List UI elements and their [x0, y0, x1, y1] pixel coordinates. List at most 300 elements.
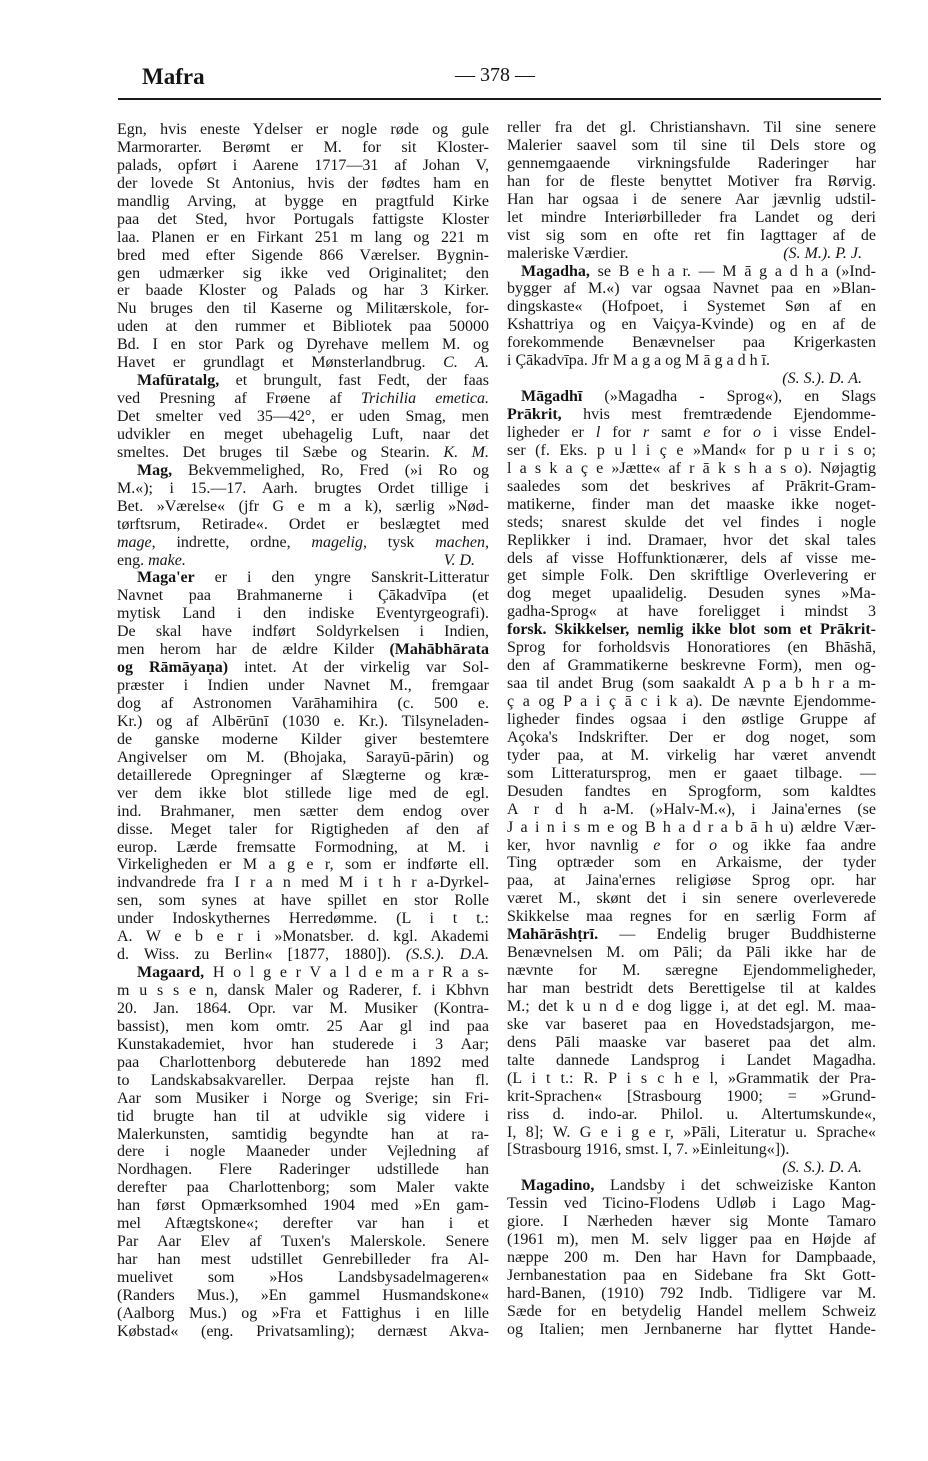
text-run: M.«); i 15.—17. Aarh. brugtes Ordet tillige i — [117, 479, 489, 497]
text-run: tid brugte han til at udvikle sig videre i — [117, 1107, 489, 1125]
text-run: har man bestridt dets Berettigelse til at kaldes — [507, 980, 876, 997]
text-run: mytisk Land i den indiske Eventyrgeografi). — [117, 605, 489, 623]
text-line — [507, 1141, 876, 1159]
text-run: , indrette, ordne, — [151, 533, 312, 551]
text-line — [117, 982, 489, 1000]
text-line — [507, 1249, 876, 1267]
text-run: Købstad« (eng. Privatsamling); dernæst Akva- — [117, 1322, 489, 1340]
text-line — [117, 1000, 489, 1018]
text-run: samt — [649, 423, 704, 441]
text-run: Egn, hvis eneste Ydelser er nogle røde og gule — [117, 121, 489, 138]
entry-first-line — [117, 964, 489, 982]
text-run: gen udmærker sig ikke ved Originalitet; den — [117, 264, 489, 282]
left-column — [117, 121, 489, 1341]
text-run: paa det Sted, hvor Portugals fattigste Kloster — [117, 210, 489, 228]
text-line — [507, 621, 876, 639]
author-signature: (S. S.). D. A. — [782, 1159, 862, 1177]
text-run: Replikker i ind. Dramaer, hvor det skal tales — [507, 531, 876, 549]
bold-text: forsk. Skikkelser, nemlig ikke blot som et Prākrit- — [507, 621, 876, 639]
text-line — [117, 659, 489, 677]
text-run: (L i t t.: R. P i s c h e l, »Grammatik der Pra- — [507, 1069, 876, 1087]
text-run: Sprog for forholdsvis Honoratiores (en Bhāshā, — [507, 639, 876, 657]
text-line — [117, 229, 489, 247]
text-run: De skal have indført Soldyrkelsen i Indien, — [117, 623, 489, 641]
text-run: Kr.) og af Albērūnī (1030 e. Kr.). Tilsyneladen- — [117, 712, 489, 730]
text-run: Nu bruges den til Kaserne og Militærskole, for- — [117, 300, 489, 318]
text-run: ver dem ikke blot stillede lige med de egl. — [117, 784, 489, 802]
entry-first-line — [507, 1177, 876, 1195]
text-run: detaillerede Opregninger af Slægterne og kræ- — [117, 766, 489, 784]
text-run: saa til andet Brug (som saakaldt A p a b h r a m- — [507, 675, 876, 693]
text-line — [507, 998, 876, 1016]
text-run: Kunstakademiet, hvor han studerede i 3 Aar; — [117, 1035, 489, 1053]
text-run: Benævnelsen M. om Pāli; da Pāli ikke har de — [507, 944, 876, 962]
italic-text: r — [642, 423, 650, 441]
text-run: dog meget upaalidelig. Desuden synes »Ma- — [507, 585, 876, 603]
text-run: Bekvemmelighed, Ro, Fred (»i Ro og — [172, 461, 489, 479]
text-run: ske var baseret paa en Hovedstadsjargon, me- — [507, 1015, 876, 1033]
text-run: (1961 m), men M. selv ligger paa en Højde af — [507, 1231, 876, 1249]
text-line — [507, 1285, 876, 1303]
text-line — [117, 121, 489, 139]
text-line — [117, 265, 489, 283]
text-line — [507, 711, 876, 729]
entry-headword: Magaard, — [137, 964, 205, 982]
text-run: bassist), men kom omtr. 25 Aar gl ind paa — [117, 1017, 489, 1035]
text-run: Malerkunsten, samtidig begyndte han at ra- — [117, 1125, 489, 1143]
text-line — [507, 460, 876, 478]
entry-headword: Maga'er — [137, 569, 195, 587]
bold-text: Prākrit, — [507, 406, 562, 423]
text-line — [507, 908, 876, 926]
text-run: dingskaste« (Hofpoet, i Systemet Søn af en — [507, 298, 876, 316]
text-line — [507, 155, 876, 173]
text-run: Landsby i det schweiziske Kanton — [594, 1177, 876, 1195]
text-run: præster i Indien under Navnet M., fremgaar — [117, 677, 489, 695]
text-run: laa. Planen er en Firkant 251 m lang og 221 m — [117, 228, 489, 246]
text-run: Jernbanestation paa en Sidebane fra Skt Gott- — [507, 1267, 876, 1284]
text-run: under Indoskythernes Herredømme. (L i t t.: — [117, 910, 489, 928]
text-run: der lovede St Antonius, hvis der fødtes ham en — [117, 174, 489, 192]
line-text — [117, 552, 186, 570]
text-run: forekommende Benævnelser paa Krigerkasten — [507, 334, 876, 352]
text-line — [507, 890, 876, 908]
text-line — [117, 749, 489, 767]
text-line — [507, 585, 876, 603]
text-run: for — [710, 423, 753, 441]
text-run: gadha-Sprog« at have foreligget i mindst 3 — [507, 603, 876, 621]
text-line — [117, 856, 489, 874]
text-line — [117, 1018, 489, 1036]
text-line — [117, 139, 489, 157]
text-run: Havet er grundlagt et Mønsterlandbrug. — [117, 354, 444, 372]
text-line — [117, 1126, 489, 1144]
text-line — [507, 567, 876, 585]
text-run: ç a og P a i ç ā c i k a). De nævnte Ejendomme- — [507, 693, 876, 710]
text-run: M.; det k u n d e dog ligge i, at det egl. M. maa- — [507, 997, 876, 1015]
text-run: Angivelser om M. (Bhojaka, Sarayū-pārin) og — [117, 748, 489, 766]
text-run: I, 8]; W. G e i g e r, »Pāli, Literatur u. Sprache« — [507, 1123, 876, 1141]
text-run: to Landskabsakvareller. Derpaa rejste han fl. — [117, 1071, 489, 1089]
text-run: talte dannede Landsprog i Landet Magadha. — [507, 1051, 876, 1069]
italic-text: o — [753, 423, 761, 441]
text-line — [507, 316, 876, 334]
text-line — [507, 191, 876, 209]
text-line — [117, 1269, 489, 1287]
bold-text: og Rāmāyaṇa) — [117, 659, 229, 677]
text-run: Ting optræder som en Arkaisme, der tyder — [507, 854, 876, 872]
text-line — [507, 1016, 876, 1034]
text-line — [507, 639, 876, 657]
text-run: l a s k a ç e »Jætte« af r ā k s h a s o). Nøjagtig — [507, 459, 876, 477]
text-run: et brungult, fast Fedt, der faas — [219, 372, 489, 390]
text-line — [507, 1231, 876, 1249]
text-line — [507, 854, 876, 872]
text-run: paa Charlottenborg debuterede han 1892 med — [117, 1053, 489, 1071]
text-run: den af Grammatikerne beskrevne Form), men og- — [507, 657, 876, 675]
text-run: reller fra det gl. Christianshavn. Til sine senere — [507, 119, 876, 136]
text-run: Sæde for en betydelig Handel mellem Schweiz — [507, 1302, 876, 1320]
text-line — [117, 785, 489, 803]
text-line — [117, 1054, 489, 1072]
italic-text: magelig — [311, 533, 363, 551]
text-line — [507, 819, 876, 837]
text-line — [117, 336, 489, 354]
text-run: nævnte for M. særegne Ejendommeligheder, — [507, 962, 876, 980]
text-run: været M., skønt det i sin senere overleverede — [507, 890, 876, 908]
entry-headword: Māgadhī — [521, 388, 583, 406]
text-run: Det smelter ved 35—42°, er uden Smag, men — [117, 408, 489, 425]
text-line — [507, 514, 876, 532]
text-run: smeltes. Det bruges til Sæbe og Stearin. — [117, 443, 444, 461]
italic-text: l — [595, 423, 601, 441]
text-line — [117, 318, 489, 336]
text-run: er baade Kloster og Palads og har 3 Kirker. — [117, 282, 489, 300]
text-line — [507, 926, 876, 944]
text-line — [117, 1251, 489, 1269]
text-line — [507, 1088, 876, 1106]
text-line — [507, 729, 876, 747]
text-line — [117, 408, 489, 426]
text-line — [117, 193, 489, 211]
entry-headword: Mafūratalg, — [137, 372, 220, 390]
text-line — [507, 406, 876, 424]
text-line — [117, 175, 489, 193]
entry-headword: Magadino, — [521, 1177, 595, 1195]
text-line — [507, 765, 876, 783]
text-line — [117, 1108, 489, 1126]
text-line — [117, 444, 489, 462]
text-run: A r d h a-M. (»Halv-M.«), i Jaina'ernes (se — [507, 800, 876, 818]
text-run: og Italien; men Jernbanerne har flyttet Hande- — [507, 1320, 876, 1338]
text-line — [507, 424, 876, 442]
text-run: m u s s e n, dansk Maler og Raderer, f. i Kbhvn — [117, 982, 489, 999]
italic-text: K. M. — [443, 443, 490, 461]
text-line — [117, 892, 489, 910]
author-signature: (S. S.). D. A. — [782, 370, 862, 388]
text-run: ker, hvor navnlig — [507, 836, 654, 854]
line-text — [507, 245, 628, 263]
italic-text: machen, — [435, 533, 489, 551]
text-run: Virkeligheden er M a g e r, som er indførte ell. — [117, 856, 489, 874]
text-run: se B e h a r. — M ā g a d h a (»Ind- — [589, 262, 876, 280]
text-run: dels af visse Hoffunktionærer, dels af visse me- — [507, 549, 876, 567]
text-line — [507, 962, 876, 980]
text-run: har han mest udstillet Genrebilleder fra Al- — [117, 1251, 489, 1269]
text-line — [507, 657, 876, 675]
text-line — [117, 623, 489, 641]
italic-text: C. A. — [443, 354, 490, 372]
italic-text: e — [703, 423, 711, 441]
text-line — [117, 910, 489, 928]
text-run: saaledes som det beskrives af Prākrit-Gram- — [507, 477, 876, 495]
text-line — [507, 352, 876, 370]
text-run: disse. Meget taler for Rigtigheden af den af — [117, 820, 489, 838]
text-run: palads, opført i Aarene 1717—31 af Johan V, — [117, 156, 489, 174]
text-line — [507, 1034, 876, 1052]
text-run: (»Magadha - Sprog«), en Slags — [582, 388, 876, 406]
text-line — [117, 677, 489, 695]
entry-first-line — [117, 569, 489, 587]
text-run: paa, at Jaina'ernes religiøse Sprog opr. har — [507, 872, 876, 890]
header-rule — [118, 98, 881, 100]
text-run: dens Pāli maaske var baseret paa det alm. — [507, 1033, 876, 1051]
text-run: d. Wiss. zu Berlin« [1877, 1880]). — [117, 946, 406, 964]
italic-text: (S.S.). D.A. — [405, 946, 489, 964]
text-run: Par Aar Elev af Tuxen's Malerskole. Senere — [117, 1233, 489, 1251]
text-line — [117, 390, 489, 408]
text-line — [507, 1303, 876, 1321]
text-run: vist sig som en ofte ret fin Iagttager af de — [507, 226, 876, 244]
text-run: bred med efter Sigende 866 Værelser. Bygnin- — [117, 246, 489, 264]
text-run: mel Aftægtskone«; derefter var han i et — [117, 1215, 489, 1233]
text-line — [117, 1233, 489, 1251]
text-line — [507, 693, 876, 711]
text-run: intet. At der virkelig var Sol- — [228, 659, 490, 677]
bold-text: (Mahābhārata — [389, 641, 489, 659]
text-run: gennemgaaende virkningsfulde Raderinger har — [507, 154, 876, 172]
text-line — [117, 426, 489, 444]
text-run: J a i n i s m e og B h a d r a b ā h u) ældre Vær- — [507, 818, 876, 836]
text-line — [507, 1267, 876, 1285]
text-run: han først Opmærksomhed 1904 med »En gam- — [117, 1197, 489, 1215]
text-line — [117, 480, 489, 498]
entry-first-line — [507, 263, 876, 281]
text-run: Malerier saavel som til sine til Dels store og — [507, 136, 876, 154]
entry-first-line — [507, 388, 876, 406]
text-line — [117, 1161, 489, 1179]
entry-first-line — [117, 372, 489, 390]
text-run: Bet. »Værelse« (jfr G e m a k), særlig »Nød- — [117, 497, 489, 515]
text-line — [507, 837, 876, 855]
author-signature: (S. M.). P. J. — [783, 244, 862, 262]
text-line — [117, 587, 489, 605]
text-run: hvis mest fremtrædende Ejendomme- — [561, 406, 876, 423]
text-line — [117, 1072, 489, 1090]
text-line — [117, 928, 489, 946]
text-run: ser (f. Eks. p u l i ç e »Mand« for p u r i s o; — [507, 441, 876, 459]
text-line — [117, 1323, 489, 1341]
author-signature: V. D. — [443, 551, 475, 569]
text-run: i Çākadvīpa. Jfr M a g a og M ā g a d h ī. — [507, 352, 771, 370]
text-run: 20. Jan. 1864. Opr. var M. Musiker (Kontra- — [117, 999, 489, 1017]
text-line — [117, 713, 489, 731]
text-run: ligheder er — [507, 423, 596, 441]
text-run: , tysk — [362, 533, 436, 551]
text-run: som Litteratursprog, men er gaaet tilbage. — — [507, 764, 876, 782]
text-run: — Endelig bruger Buddhisterne — [598, 926, 876, 944]
text-line — [507, 280, 876, 298]
entry-first-line — [117, 462, 489, 480]
text-line — [507, 747, 876, 765]
text-line — [507, 298, 876, 316]
text-run: tyder paa, at M. virkelig har været anvendt — [507, 746, 876, 764]
text-run: Skikkelse maa regnes for en særlig Form af — [507, 908, 876, 926]
text-line — [507, 944, 876, 962]
text-line — [117, 1197, 489, 1215]
text-run: [Strasbourg 1916, smst. I, 7. »Einleitung«]). — [507, 1141, 790, 1159]
text-line — [117, 839, 489, 857]
text-line — [507, 245, 876, 263]
text-run: næppe 200 m. Den har Havn for Dampbaade, — [507, 1249, 876, 1267]
text-line — [117, 641, 489, 659]
text-line — [117, 1090, 489, 1108]
text-line — [117, 946, 489, 964]
text-line — [507, 1321, 876, 1339]
text-run: eng. — [117, 551, 149, 569]
text-line — [507, 603, 876, 621]
text-run: de ganske moderne Kilder giver bestemtere — [117, 730, 489, 748]
text-line — [117, 300, 489, 318]
text-run: hard-Banen, (1910) 792 Indb. Tidligere var M. — [507, 1284, 876, 1302]
text-line — [507, 1159, 876, 1177]
entry-headword: Magadha, — [521, 262, 590, 280]
text-run: Tessin ved Ticino-Flodens Udløb i Lago Mag- — [507, 1195, 876, 1213]
italic-text: o — [709, 836, 718, 854]
text-run: han for de fleste benyttet Motiver fra Rørvig. — [507, 172, 876, 190]
italic-text: mage — [117, 533, 152, 551]
text-run: (Aalborg Mus.) og »Fra et Fattighus i en lille — [117, 1304, 489, 1322]
text-line — [117, 157, 489, 175]
text-run: men herom har de ældre Kilder — [117, 641, 390, 659]
text-line — [507, 442, 876, 460]
text-run: get simple Folk. Den skriftlige Overlevering er — [507, 567, 876, 585]
text-line — [117, 605, 489, 623]
text-run: uden at den rummer et Bibliotek paa 50000 — [117, 318, 489, 336]
text-line — [117, 1036, 489, 1054]
text-line — [507, 1106, 876, 1124]
text-run: for — [600, 423, 643, 441]
text-run: europ. Lærde fremsatte Formodning, at M. i — [117, 838, 489, 856]
text-line — [507, 550, 876, 568]
text-line — [117, 354, 489, 372]
text-run: bygger af M.«) var ogsaa Navnet paa en »Blan- — [507, 280, 876, 298]
text-line — [507, 478, 876, 496]
text-line — [507, 137, 876, 155]
text-line — [117, 552, 489, 570]
text-run: muelivet som »Hos Landsbysadelmageren« — [117, 1269, 489, 1286]
text-run: i visse Endel- — [761, 423, 877, 441]
text-line — [507, 496, 876, 514]
text-run: dog af Astronomen Varāhamihira (c. 500 e. — [117, 695, 489, 712]
text-line — [507, 532, 876, 550]
text-line — [117, 516, 489, 534]
text-line — [117, 534, 489, 552]
text-run: Desuden fandtes en Sprogform, som kaldtes — [507, 782, 876, 800]
text-line — [507, 1195, 876, 1213]
text-line — [117, 821, 489, 839]
text-run: (Randers Mus.), »En gammel Husmandskone« — [117, 1286, 489, 1304]
text-line — [507, 119, 876, 137]
text-line — [507, 675, 876, 693]
text-run: Kshattriya og en Vaiçya-Kvinde) og en af de — [507, 316, 876, 334]
text-line — [507, 227, 876, 245]
text-run: derefter paa Charlottenborg; som Maler vakte — [117, 1179, 489, 1197]
text-run: giore. I Nærheden hæver sig Monte Tamaro — [507, 1213, 876, 1231]
text-line — [507, 1213, 876, 1231]
text-line — [507, 209, 876, 227]
bold-text: Mahārāshṭrī. — [507, 926, 599, 944]
text-line — [117, 874, 489, 892]
text-run: Açoka's Indskrifter. Der er dog noget, som — [507, 728, 876, 746]
text-run: steds; snarest skulde det vel findes i nogle — [507, 513, 876, 531]
text-line — [507, 980, 876, 998]
text-run: sen, som synes at have spillet en stor Rolle — [117, 892, 489, 910]
text-run: for — [660, 836, 710, 854]
italic-text: e — [653, 836, 661, 854]
text-run: riss d. indo-ar. Philol. u. Altertumskunde«, — [507, 1105, 876, 1123]
text-line — [117, 695, 489, 713]
text-run: og ikke faa andre — [717, 836, 877, 854]
text-line — [117, 803, 489, 821]
text-line — [507, 173, 876, 191]
text-line — [507, 801, 876, 819]
text-line — [117, 1305, 489, 1323]
italic-text: make. — [148, 551, 186, 569]
text-run: maleriske Værdier. — [507, 244, 629, 262]
text-run: Nordhagen. Flere Raderinger udstillede han — [117, 1161, 489, 1179]
text-line — [117, 282, 489, 300]
text-run: matikerne, finder man det maaske ikke noget- — [507, 495, 876, 513]
text-run: let mindre Interiørbilleder fra Landet og deri — [507, 208, 876, 226]
text-run: udvikler en meget ubehagelig Luft, naar det — [117, 425, 489, 443]
text-run: ind. Brahmaner, men sætter dem endog over — [117, 802, 489, 820]
text-run: indvandrede fra I r a n med M i t h r a-Dyrkel- — [117, 874, 489, 892]
text-line — [117, 1287, 489, 1305]
text-run: H o l g e r V a l d e m a r R a s- — [204, 964, 489, 982]
text-line — [507, 370, 876, 388]
text-run: dere i nogle Maaneder under Vejledning af — [117, 1143, 489, 1161]
text-run: mandlig Arving, at bygge en pragtfuld Kirke — [117, 192, 489, 210]
text-run: krit-Sprachen« [Strasbourg 1900; = »Grund- — [507, 1087, 876, 1105]
text-line — [507, 872, 876, 890]
text-run: Aar som Musiker i Norge og Sverige; sin Fri- — [117, 1089, 489, 1107]
text-run: Han har ogsaa i de senere Aar jævnlig udstil- — [507, 190, 876, 208]
text-line — [507, 1052, 876, 1070]
text-line — [507, 1124, 876, 1142]
text-run: Marmorarter. Berømt er M. for sit Kloster- — [117, 138, 489, 156]
text-run: A. W e b e r i »Monatsber. d. kgl. Akademi — [117, 928, 489, 946]
text-line — [117, 211, 489, 229]
page-number: — 378 — — [455, 64, 535, 86]
text-run: ligheder findes ogsaa i den østlige Gruppe af — [507, 710, 876, 728]
text-line — [117, 498, 489, 516]
text-line — [117, 1143, 489, 1161]
right-column — [507, 119, 876, 1339]
text-run: Bd. I en stor Park og Dyrehave mellem M. og — [117, 336, 489, 354]
text-line — [507, 1070, 876, 1088]
text-line — [117, 1179, 489, 1197]
